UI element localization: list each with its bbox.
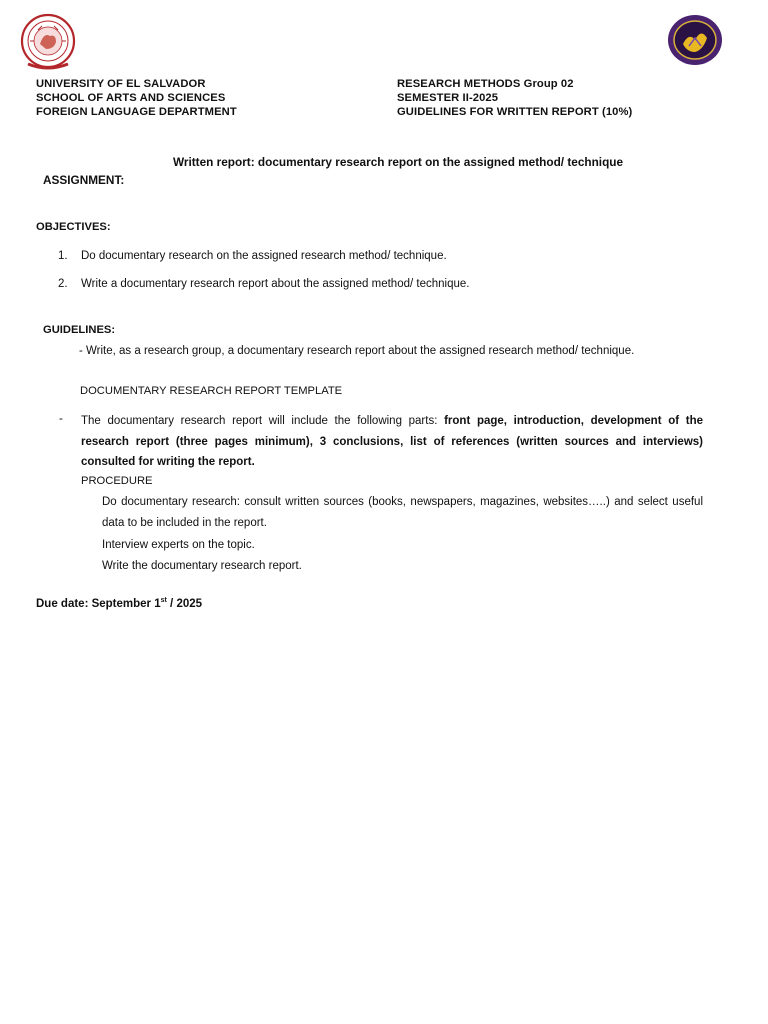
objective-number: 1. (58, 250, 68, 262)
department-logo (667, 14, 723, 66)
report-parts-list: front page, introduction, development of the research report (three pages minimum), 3 conclusions, list of references (written sources and interviews) consulted for writing the report. (81, 415, 703, 468)
due-date-year: / 2025 (166, 598, 203, 610)
procedure-step: Do documentary research: consult written sources (books, newspapers, magazines, websites…..) and select useful data to be included in the report. (102, 496, 703, 529)
procedure-heading: PROCEDURE (81, 475, 153, 487)
guideline-item: - Write, as a research group, a documentary research report about the assigned research method/ technique. (79, 345, 635, 357)
due-date-suffix: st (160, 597, 167, 605)
header-semester: SEMESTER II-2025 (397, 92, 499, 104)
procedure-step: Interview experts on the topic. (102, 539, 255, 551)
objective-text: Do documentary research on the assigned research method/ technique. (81, 250, 447, 262)
report-parts-paragraph (81, 411, 703, 473)
header-school: SCHOOL OF ARTS AND SCIENCES (36, 92, 226, 104)
header-course: RESEARCH METHODS Group 02 (397, 78, 574, 90)
document-title: Written report: documentary research report on the assigned method/ technique (172, 155, 624, 169)
header-university: UNIVERSITY OF EL SALVADOR (36, 78, 206, 90)
due-date-label: Due date: September 1 (36, 598, 161, 610)
guidelines-heading: GUIDELINES: (43, 324, 116, 336)
university-seal-logo (20, 12, 76, 72)
bullet-dash: - (59, 413, 63, 425)
objective-text: Write a documentary research report about the assigned method/ technique. (81, 278, 470, 290)
assignment-label: ASSIGNMENT: (43, 173, 125, 187)
procedure-step: Write the documentary research report. (102, 560, 302, 572)
header-guidelines: GUIDELINES FOR WRITTEN REPORT (10%) (397, 106, 633, 118)
due-date (36, 598, 202, 610)
header-course-block (397, 77, 632, 119)
header-department: FOREIGN LANGUAGE DEPARTMENT (36, 106, 237, 118)
objective-number: 2. (58, 278, 68, 290)
template-heading: DOCUMENTARY RESEARCH REPORT TEMPLATE (80, 385, 343, 397)
report-parts-intro: The documentary research report will include the following parts: (81, 415, 445, 427)
objectives-heading: OBJECTIVES: (36, 221, 111, 233)
header-institution-block (36, 77, 237, 119)
